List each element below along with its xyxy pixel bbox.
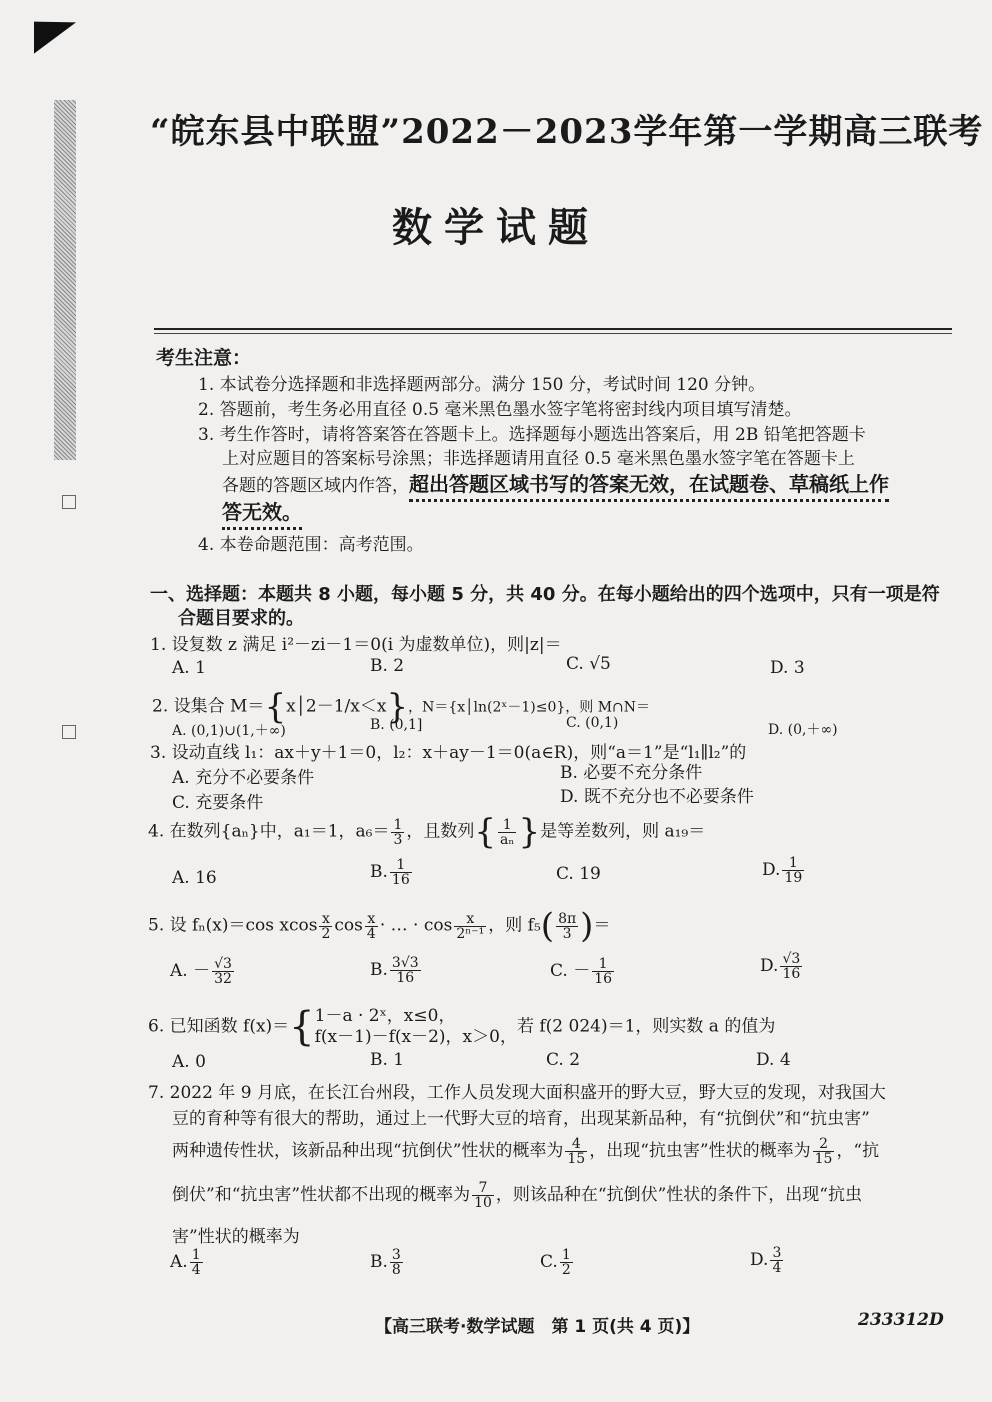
notice-heading: 考生注意：	[156, 347, 252, 369]
option-b: B. $\frac{1}{16}$	[370, 857, 410, 888]
emphasis-text: 答无效。	[222, 496, 302, 525]
question-7-text: 两种遗传性状，该新品种出现“抗倒伏”性状的概率为 $\frac{4}{15}$ ，出现“抗虫害”性状的概率为 $\frac{2}{15}$ ，“抗	[172, 1136, 880, 1167]
option-c: C. 2	[546, 1050, 581, 1070]
option-b: B. $\frac{3√3}{16}$	[370, 955, 419, 986]
question-6: 6. 已知函数 f(x)＝{ 1－a · 2ˣ，x≤0， f(x－1)－f(x－2)，x＞0， 若 f(2 024)＝1，则实数 a 的值为	[148, 1004, 776, 1050]
question-7-text: 豆的育种等有很大的帮助，通过上一代野大豆的培育，出现某新品种，有“抗倒伏”和“抗虫害”	[172, 1109, 870, 1129]
notice-item: 3. 考生作答时，请将答案答在答题卡上。选择题每小题选出答案后，用 2B 铅笔把答题卡	[198, 425, 866, 445]
option-d: D. $\frac{3}{4}$	[750, 1245, 782, 1276]
option-c: C. √5	[566, 654, 611, 674]
emphasis-text: 超出答题区域书写的答案无效，在试题卷、草稿纸上作	[409, 472, 889, 502]
option-b: B. 2	[370, 656, 405, 676]
option-a: A. 16	[172, 868, 217, 888]
notice-item: 4. 本卷命题范围：高考范围。	[198, 535, 424, 555]
binding-strip	[54, 100, 76, 460]
page-footer: 【高三联考·数学试题 第 1 页(共 4 页)】	[375, 1317, 700, 1337]
section-heading: 合题目要求的。	[178, 608, 304, 629]
option-c: C. 充要条件	[172, 793, 264, 813]
option-d: D. (0,＋∞)	[768, 722, 838, 738]
option-b: B. 1	[370, 1050, 405, 1070]
option-a: A. $\frac{1}{4}$	[170, 1247, 201, 1278]
option-b: B. 必要不充分条件	[560, 763, 703, 783]
option-a: A. 1	[172, 658, 206, 678]
question-7-text: 倒伏”和“抗虫害”性状都不出现的概率为 $\frac{7}{10}$ ，则该品种在“抗倒伏”性状的条件下，出现“抗虫	[172, 1180, 862, 1211]
option-c: C. (0,1)	[566, 715, 619, 731]
divider	[154, 328, 952, 330]
notice-item: 1. 本试卷分选择题和非选择题两部分。满分 150 分，考试时间 120 分钟。	[198, 375, 766, 395]
option-c: C. － $\frac{1}{16}$	[550, 956, 613, 987]
option-d: D. $\frac{1}{19}$	[762, 855, 803, 886]
question-7: 7. 2022 年 9 月底，在长江台州段，工作人员发现大面积盛开的野大豆，野大豆的发现，对我国大	[148, 1083, 886, 1103]
question-4: 4. 在数列{aₙ}中，a₁＝1，a₆＝ $\frac{1}{3}$ ，且数列{ $\frac{1}{\text{aₙ}}$ }是等差数列，则 a₁₉＝	[148, 812, 706, 852]
option-c: C. 19	[556, 864, 601, 884]
exam-subtitle: 数学试题	[392, 205, 600, 251]
option-d: D. $\frac{√3}{16}$	[760, 951, 801, 982]
option-a: A. － $\frac{√3}{32}$	[170, 956, 232, 987]
exam-title: “皖东县中联盟”2022－2023学年第一学期高三联考	[150, 112, 984, 152]
notice-item: 各题的答题区域内作答，超出答题区域书写的答案无效，在试题卷、草稿纸上作	[222, 468, 889, 497]
divider	[154, 333, 952, 334]
option-a: A. 充分不必要条件	[172, 768, 315, 788]
question-7-text: 害”性状的概率为	[172, 1227, 300, 1247]
option-b: B. (0,1]	[370, 717, 423, 733]
option-c: C. $\frac{1}{2}$	[540, 1247, 571, 1278]
seal-box-icon	[62, 495, 76, 509]
option-b: B. $\frac{3}{8}$	[370, 1247, 401, 1278]
section-heading: 一、选择题：本题共 8 小题，每小题 5 分，共 40 分。在每小题给出的四个选项中，只有一项是符	[150, 584, 940, 605]
question-5: 5. 设 fₙ(x)＝cos xcos $\frac{x}{2}$ cos $\frac{x}{4}$ · … · cos $\frac{x}{\text{2ⁿ⁻¹}}$ ，则 f₅( $\frac{8\pi}{3}$ )＝	[148, 906, 611, 946]
question-1: 1. 设复数 z 满足 i²－zi－1＝0(i 为虚数单位)，则|z|＝	[150, 635, 562, 655]
notice-item: 2. 答题前，考生务必用直径 0.5 毫米黑色墨水签字笔将密封线内项目填写清楚。	[198, 400, 802, 420]
option-a: A. 0	[172, 1052, 206, 1072]
notice-item: 上对应题目的答案标号涂黑；非选择题请用直径 0.5 毫米黑色墨水签字笔在答题卡上	[222, 449, 855, 469]
question-2: 2. 设集合 M＝{x│2－1/x＜x}，N＝{x│ln(2ˣ－1)≤0}，则 M∩N＝	[152, 687, 651, 727]
option-a: A. (0,1)∪(1,＋∞)	[172, 723, 286, 739]
option-d: D. 3	[770, 658, 805, 678]
corner-mark	[34, 6, 76, 53]
paper-code: 233312D	[858, 1310, 944, 1330]
seal-box-icon	[62, 725, 76, 739]
question-3: 3. 设动直线 l₁：ax＋y＋1＝0，l₂：x＋ay－1＝0(a∈R)，则“a＝1”是“l₁∥l₂”的	[150, 743, 747, 763]
option-d: D. 既不充分也不必要条件	[560, 787, 754, 807]
option-d: D. 4	[756, 1050, 791, 1070]
